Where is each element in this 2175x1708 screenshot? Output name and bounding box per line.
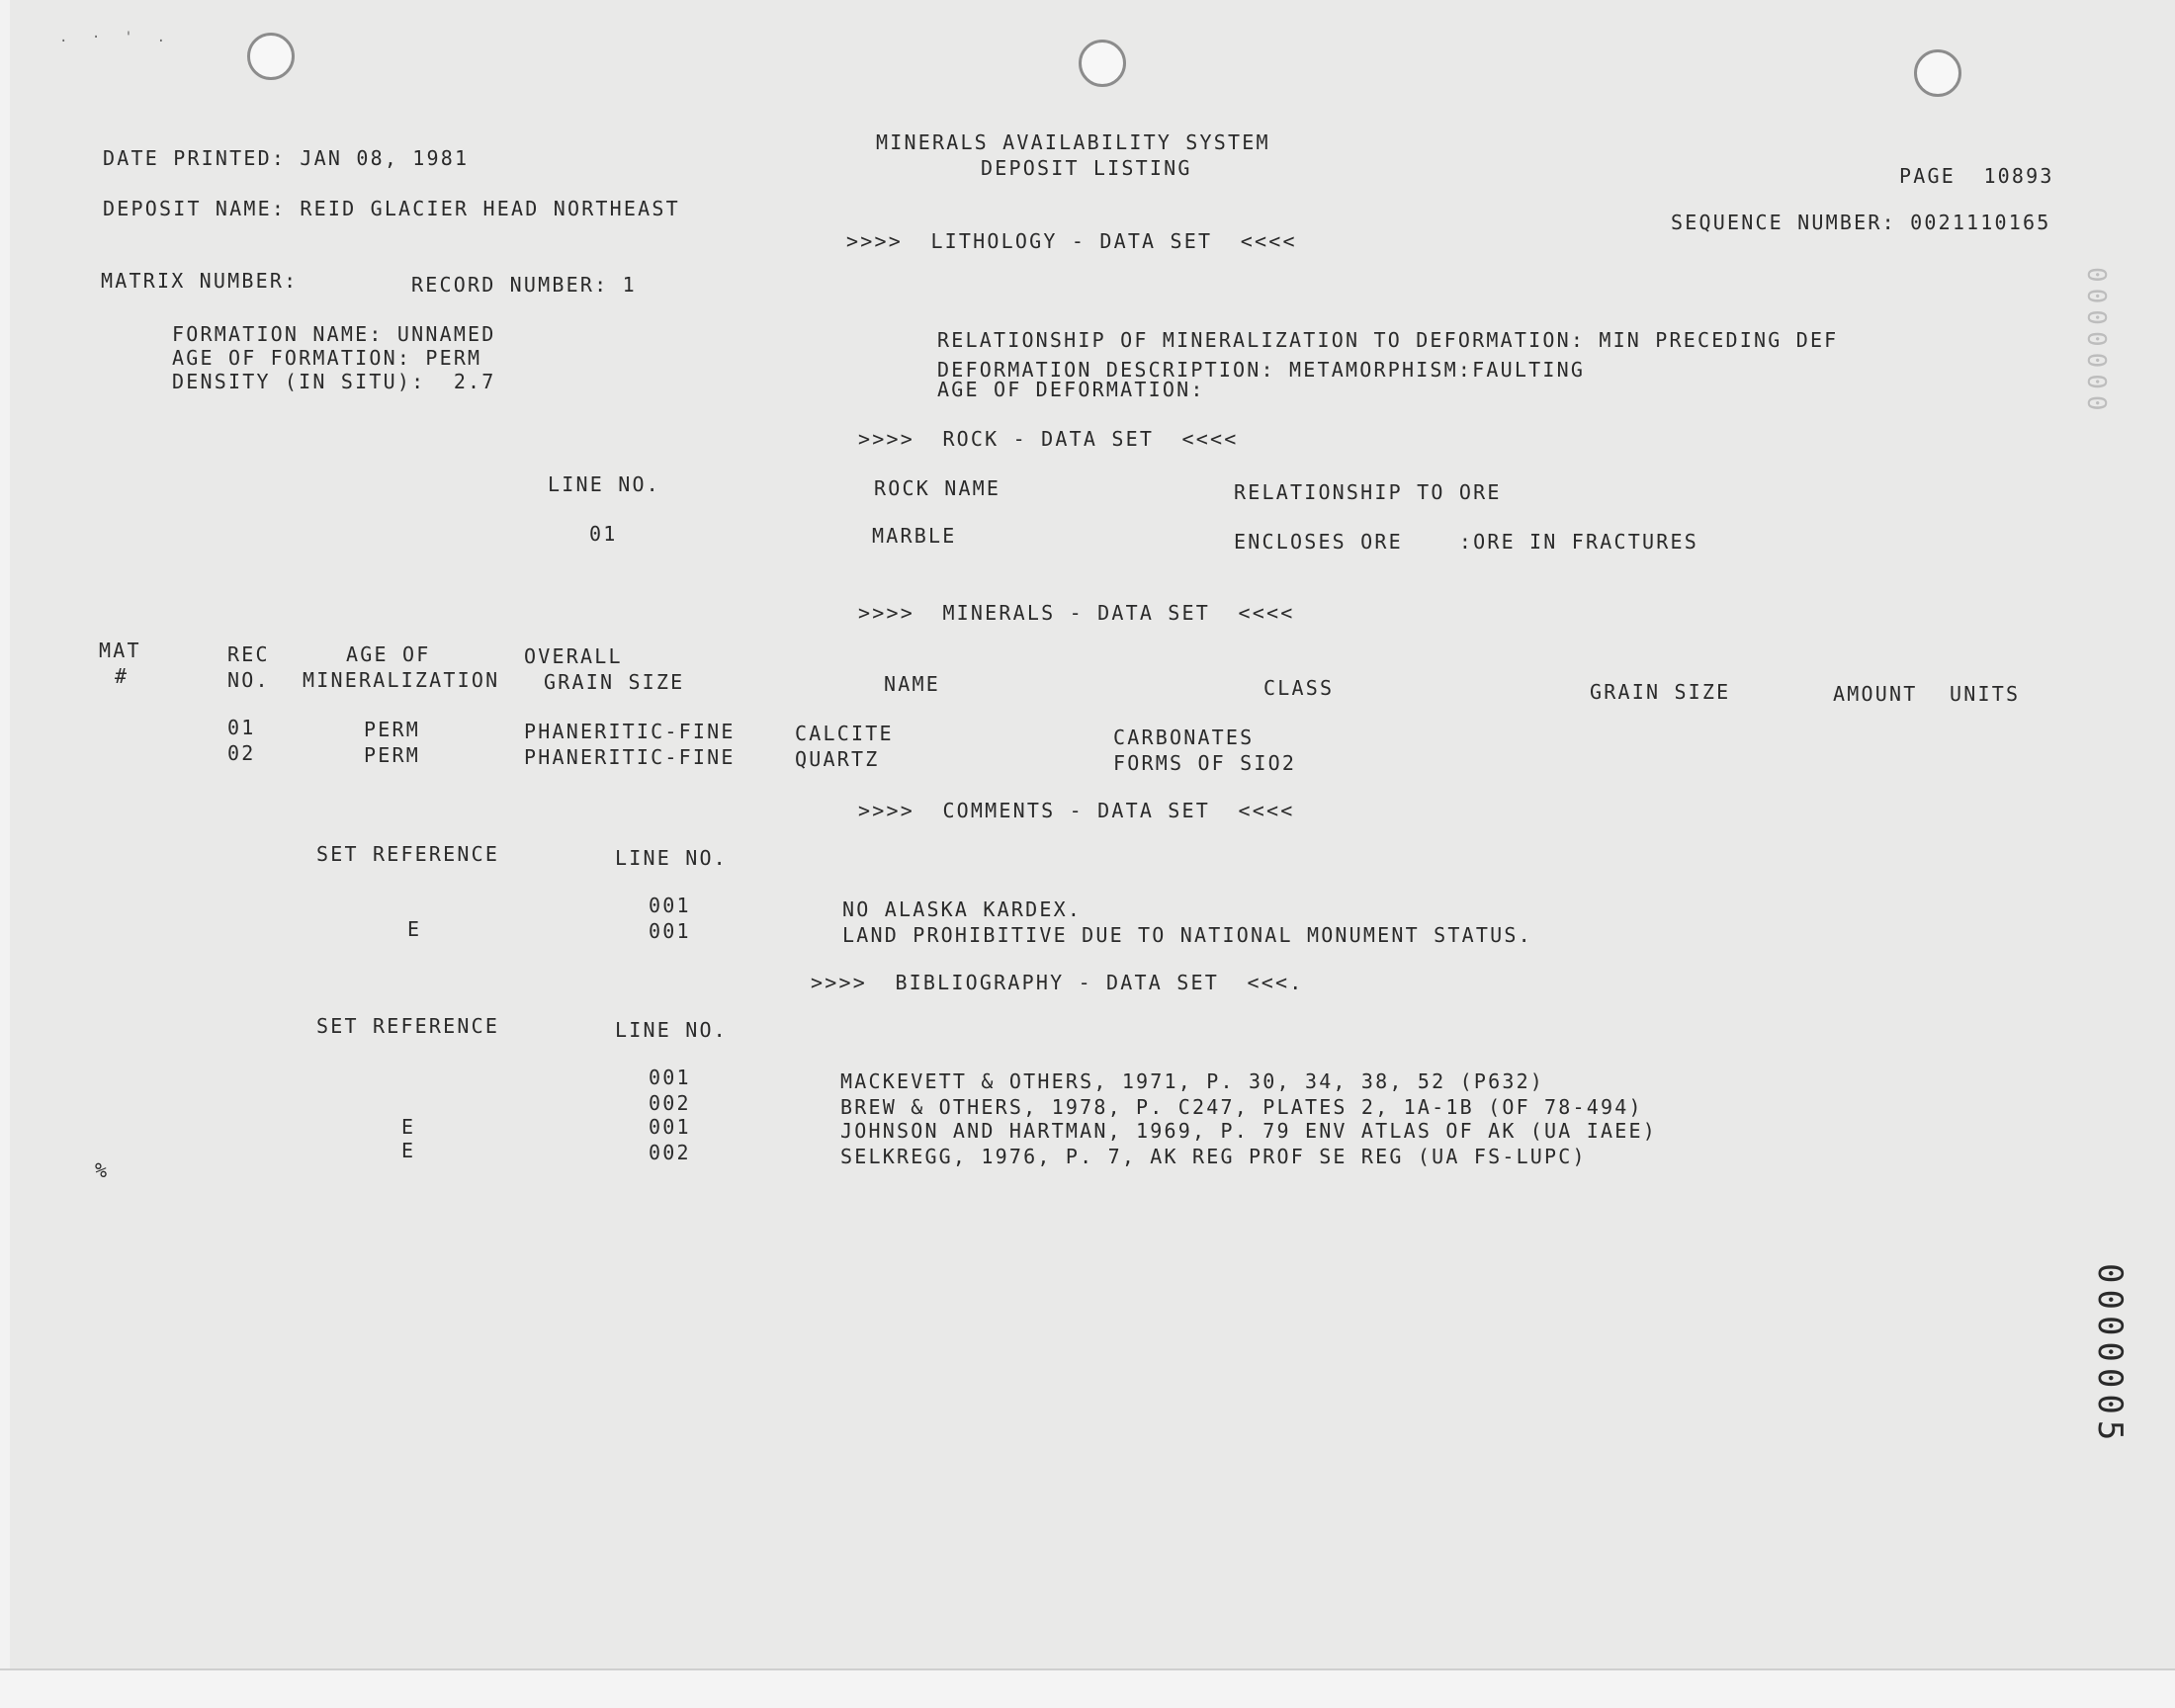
lithology-section-title: >>>> LITHOLOGY - DATA SET <<<< <box>846 229 1297 253</box>
minerals-header-name: NAME <box>884 672 940 696</box>
rock-header-rock-name: ROCK NAME <box>874 476 1001 500</box>
minerals-header-mat: MAT <box>99 639 141 662</box>
paper-specks: . · ' . <box>59 30 174 45</box>
bib-row-3-line-no: 001 <box>649 1115 691 1139</box>
deformation-description: DEFORMATION DESCRIPTION: METAMORPHISM:FAULTING <box>937 358 1586 382</box>
punch-hole-center <box>1079 40 1126 87</box>
rock-header-relationship: RELATIONSHIP TO ORE <box>1234 480 1502 504</box>
bib-row-4-set: E <box>401 1139 416 1162</box>
margin-stamp-top: 0000000 <box>2081 267 2111 417</box>
bibliography-section-title: >>>> BIBLIOGRAPHY - DATA SET <<<. <box>811 971 1304 994</box>
page-left-edge <box>0 0 10 1708</box>
minerals-header-class: CLASS <box>1263 676 1335 700</box>
minerals-header-mat-hash: # <box>115 664 130 688</box>
rock-section-title: >>>> ROCK - DATA SET <<<< <box>858 427 1239 451</box>
comment-row-2-text: LAND PROHIBITIVE DUE TO NATIONAL MONUMENT STATUS. <box>842 923 1532 947</box>
mineral-row-1-class: CARBONATES <box>1113 726 1255 749</box>
mineral-row-1-age: PERM <box>364 718 420 741</box>
age-of-deformation: AGE OF DEFORMATION: <box>937 378 1205 401</box>
mineral-row-2-grain: PHANERITIC-FINE <box>524 745 736 769</box>
minerals-section-title: >>>> MINERALS - DATA SET <<<< <box>858 601 1295 625</box>
bibliography-header-set-reference: SET REFERENCE <box>316 1014 500 1038</box>
comments-header-set-reference: SET REFERENCE <box>316 842 500 866</box>
minerals-header-rec: REC <box>227 642 270 666</box>
bib-row-3-set: E <box>401 1115 416 1139</box>
comment-row-2-set: E <box>407 917 422 941</box>
bib-row-4-text: SELKREGG, 1976, P. 7, AK REG PROF SE REG (UA FS-LUPC) <box>840 1145 1587 1168</box>
comment-row-2-line-no: 001 <box>649 919 691 943</box>
minerals-header-rec-no: NO. <box>227 668 270 692</box>
mineralization-deformation-relationship: RELATIONSHIP OF MINERALIZATION TO DEFORMATION: MIN PRECEDING DEF <box>937 328 1839 352</box>
matrix-number: MATRIX NUMBER: <box>101 269 299 293</box>
date-printed: DATE PRINTED: JAN 08, 1981 <box>103 146 470 170</box>
page-bottom-edge <box>0 1668 2175 1708</box>
minerals-header-mineralization: MINERALIZATION <box>303 668 500 692</box>
minerals-header-units: UNITS <box>1950 682 2021 706</box>
punch-hole-left <box>247 33 295 80</box>
mineral-row-2-age: PERM <box>364 743 420 767</box>
system-title: MINERALS AVAILABILITY SYSTEM <box>876 130 1270 154</box>
bib-row-1-line-no: 001 <box>649 1066 691 1089</box>
footer-percent-mark: % <box>95 1158 110 1182</box>
minerals-header-amount: AMOUNT <box>1833 682 1918 706</box>
page-number: PAGE 10893 <box>1899 164 2054 188</box>
rock-row-relationship: ENCLOSES ORE :ORE IN FRACTURES <box>1234 530 1698 554</box>
record-number: RECORD NUMBER: 1 <box>411 273 637 297</box>
mineral-row-2-class: FORMS OF SIO2 <box>1113 751 1297 775</box>
comment-row-1-line-no: 001 <box>649 894 691 917</box>
rock-row-line-no: 01 <box>589 522 618 546</box>
margin-stamp-bottom: 0000005 <box>2090 1263 2130 1447</box>
sequence-number: SEQUENCE NUMBER: 0021110165 <box>1671 211 2051 234</box>
bibliography-header-line-no: LINE NO. <box>615 1018 728 1042</box>
mineral-row-1-grain: PHANERITIC-FINE <box>524 720 736 743</box>
mineral-row-2-name: QUARTZ <box>795 747 880 771</box>
rock-header-line-no: LINE NO. <box>548 472 660 496</box>
bib-row-1-text: MACKEVETT & OTHERS, 1971, P. 30, 34, 38, 52 (P632) <box>840 1069 1545 1093</box>
minerals-header-overall: OVERALL <box>524 644 623 668</box>
bib-row-4-line-no: 002 <box>649 1141 691 1164</box>
listing-title: DEPOSIT LISTING <box>981 156 1192 180</box>
bib-row-2-line-no: 002 <box>649 1091 691 1115</box>
comments-section-title: >>>> COMMENTS - DATA SET <<<< <box>858 799 1295 822</box>
minerals-header-age: AGE OF <box>346 642 431 666</box>
mineral-row-2-rec: 02 <box>227 741 256 765</box>
comments-header-line-no: LINE NO. <box>615 846 728 870</box>
rock-row-rock-name: MARBLE <box>872 524 957 548</box>
bib-row-2-text: BREW & OTHERS, 1978, P. C247, PLATES 2, 1A-1B (OF 78-494) <box>840 1095 1643 1119</box>
density: DENSITY (IN SITU): 2.7 <box>172 370 496 393</box>
mineral-row-1-rec: 01 <box>227 716 256 739</box>
minerals-header-grain-size: GRAIN SIZE <box>544 670 685 694</box>
deposit-name: DEPOSIT NAME: REID GLACIER HEAD NORTHEAST <box>103 197 680 220</box>
punch-hole-right <box>1914 49 1961 97</box>
comment-row-1-text: NO ALASKA KARDEX. <box>842 897 1083 921</box>
formation-name: FORMATION NAME: UNNAMED <box>172 322 496 346</box>
bib-row-3-text: JOHNSON AND HARTMAN, 1969, P. 79 ENV ATLAS OF AK (UA IAEE) <box>840 1119 1657 1143</box>
mineral-row-1-name: CALCITE <box>795 722 894 745</box>
minerals-header-mineral-grain-size: GRAIN SIZE <box>1590 680 1731 704</box>
age-of-formation: AGE OF FORMATION: PERM <box>172 346 482 370</box>
